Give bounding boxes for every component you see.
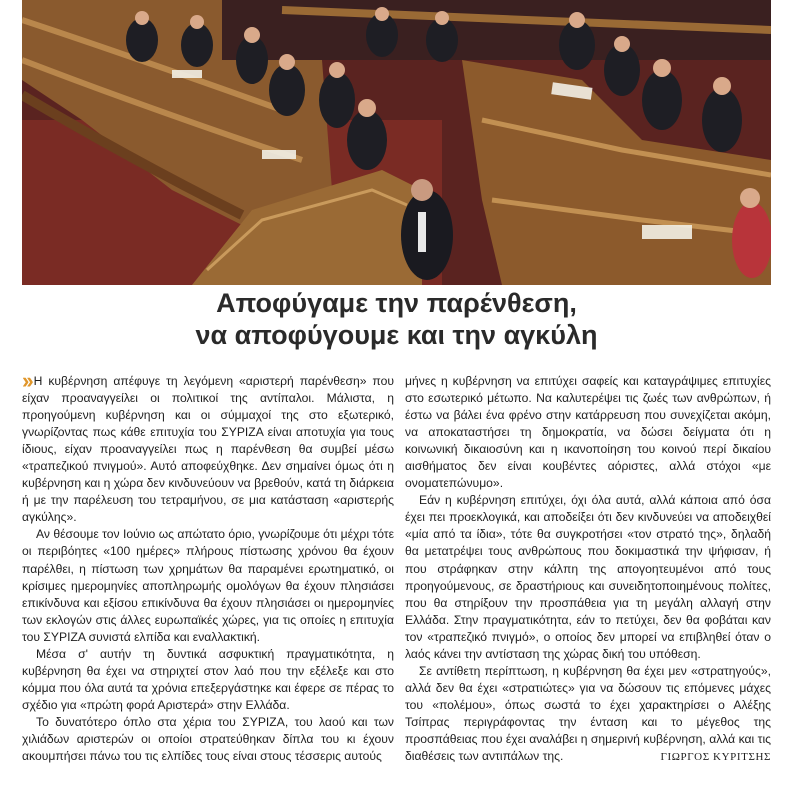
headline-line-2: να αποφύγουμε και την αγκύλη [195, 319, 598, 350]
paragraph: Αν θέσουμε τον Ιούνιο ως απώτατο όριο, γνωρίζουμε ότι μέχρι τότε οι περιβόητες «100 ημέρες» πλήρους πίστωσης χρόνου θα έχουν παρέλθει, η πίστωση των χρημάτων θα παραμένει ερωτηματικό, οι κρίσιμες ημερομηνίες αποπληρωμής ομολόγων θα έχουν πλησιάσει επικίνδυνα και εξίσου επικίνδυνα θα έχουν πλησιάσει οι ημερομηνίες των εκλογών στις άλλες ευρωπαϊκές χώρες, για τις οποίες η επιτυχία του ΣΥΡΙΖΑ συνιστά ελπίδα και εναλλακτική. [22, 527, 394, 644]
parliament-photo [22, 0, 771, 285]
paragraph [22, 368, 394, 526]
article-column-right [405, 373, 771, 765]
paragraph: Σε αντίθετη περίπτωση, η κυβέρνηση θα έχει μεν «στρατηγούς», αλλά δεν θα έχει «στρατιώτες» για να δώσουν τις επόμενες μάχες του «πολέμου», όπως σωστά το έχει χαρακτηρίσει ο Αλέξης Τσίπρας περιγράφοντας την ένταση και το μέγεθος της προσπάθειας που έχει αναλάβει η σημερινή κυβέρνηση, αλλά και τις διαθέσεις των αντιπάλων της. [405, 663, 771, 764]
author-byline: ΓΙΩΡΓΟΣ ΚΥΡΙΤΣΗΣ [660, 751, 771, 763]
paragraph: Εάν η κυβέρνηση επιτύχει, όχι όλα αυτά, αλλά κάποια από όσα έχει πει προεκλογικά, και αποδείξει ότι δεν κινδυνεύει να αποδειχθεί «μία από τα ίδια», τότε θα συγκροτήσει «τον στρατό της», δηλαδή θα μετατρέψει τους ανθρώπους που δοκιμαστικά την ψήφισαν, ή που στράφηκαν στην κάλπη της απογοητευμένοι από τους προηγούμενους, σε δραστήριους και συνειδητοποιημένους πολίτες, που θα στηρίξουν την προσπάθεια για τη μεγάλη αλλαγή στην Ελλάδα. Στην πραγματικότητα, εάν το πετύχει, δεν θα φοβάται καν τον «τραπεζικό πνιγμό», ο οποίος δεν μπορεί να επιβληθεί όταν ο λαός κάνει την αντίσταση της χώρας δική του υπόθεση. [405, 493, 771, 661]
headline-line-1: Αποφύγαμε την παρένθεση, [216, 288, 577, 318]
paragraph: Το δυνατότερο όπλο στα χέρια του ΣΥΡΙΖΑ, του λαού και των χιλιάδων αριστερών οι οποίοι στρατεύθηκαν δίπλα του κι έχουν ακουμπήσει πάνω του τις ελπίδες τους είναι στους τέσσερις αυτούς [22, 714, 394, 764]
article-headline [22, 288, 771, 352]
paragraph: μήνες η κυβέρνηση να επιτύχει σαφείς και καταγράψιμες επιτυχίες στο εσωτερικό μέτωπο. Να καλυτερέψει τις ζωές των ανθρώπων, ή έστω να βάλει ένα φρένο στην κατάρρευση που συνεχίζεται ακόμη, να αποκαταστήσει τη δημοκρατία, να δώσει δείγματα ότι η κοινωνική δικαιοσύνη και η ικανοποίηση του κοινού περί δικαίου αισθήματος δεν είναι κουβέντες αόριστες, αλλά στόχοι «με ονοματεπώνυμο». [405, 374, 771, 491]
article-column-left [22, 368, 394, 765]
paragraph: Μέσα σ' αυτήν τη δυντικά ασφυκτική πραγματικότητα, η κυβέρνηση θα έχει να στηριχτεί στον λαό που την εξέλεξε και στο κόμμα που όλα αυτά τα χρόνια επεξεργάστηκε και έφερε σε πέρας το σχέδιο για «πρώτη φορά Αριστερά» στην Ελλάδα. [22, 646, 394, 712]
paragraph-text: Η κυβέρνηση απέφυγε τη λεγόμενη «αριστερή παρένθεση» που είχαν προαναγγείλει οι πολιτικοί της αντίπαλοι. Μάλιστα, η προηγούμενη κυβέρνηση και οι σύμμαχοί της στο εξωτερικό, γνωρίζοντας πως κάθε επιτυχία του ΣΥΡΙΖΑ είναι αποτυχία για τους ίδιους, είχαν προαναγγείλει πως η παρένθεση θα συμβεί μέσω «τραπεζικού πνιγμού». Αυτό αποφεύχθηκε. Δεν σημαίνει όμως ότι η κυβέρνηση και η χώρα δεν κινδυνεύουν να βρεθούν, κατά τη διάρκεια ή με την παρέλευση του τετραμήνου, σε μια κατάσταση «αριστερής αγκύλης». [22, 374, 394, 525]
double-chevron-icon: ›› [22, 368, 31, 393]
